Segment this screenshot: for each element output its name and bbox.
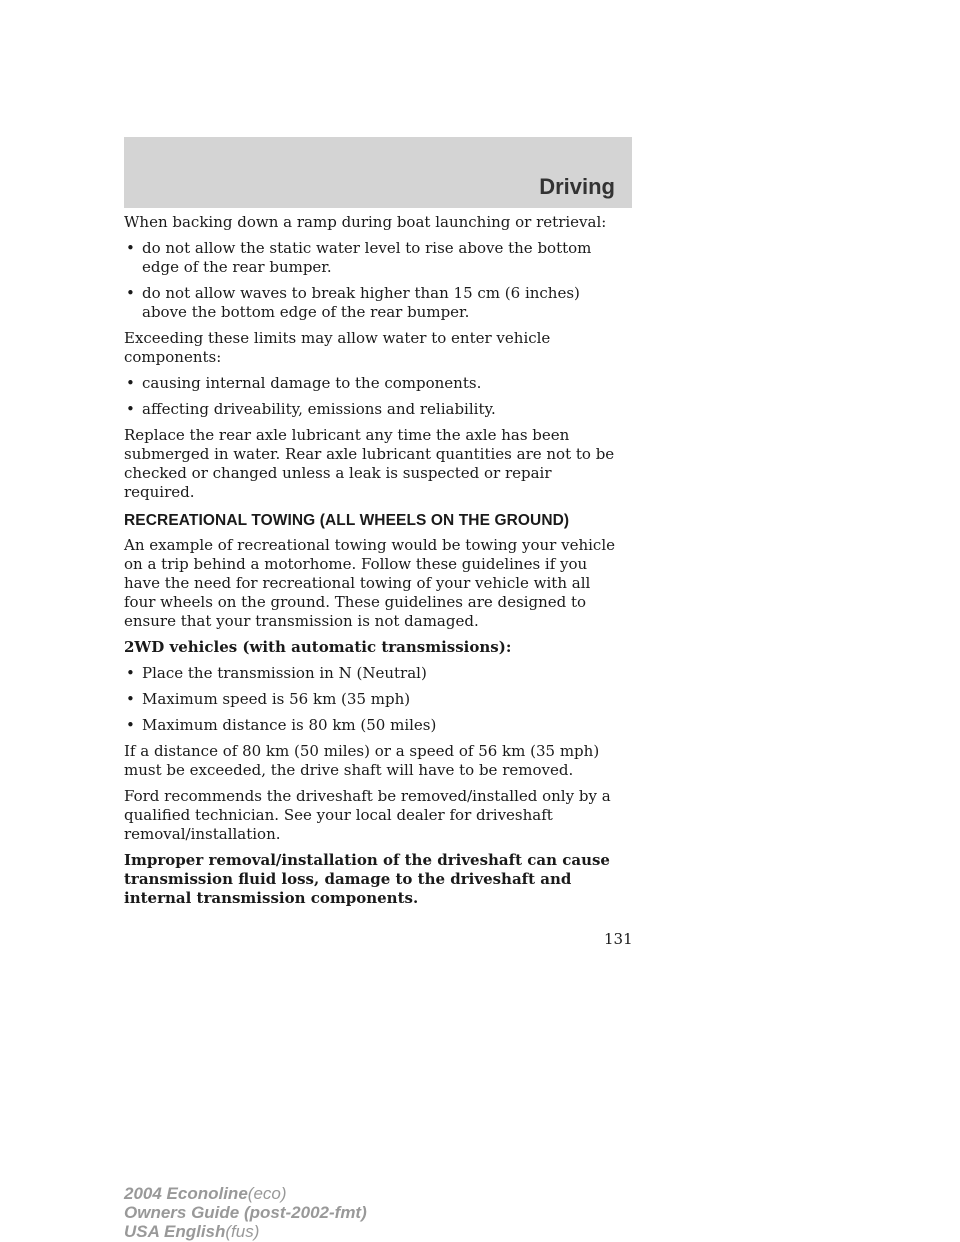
axle-paragraph: Replace the rear axle lubricant any time the axle has been submerged in water. Rear axle lubricant quantities are not to be checked or changed unless a leak is suspected or repair required. — [124, 426, 615, 501]
footer-line-guide: Owners Guide (post-2002-fmt) — [124, 1203, 367, 1222]
document-footer — [124, 1184, 367, 1241]
list-item: • Maximum speed is 56 km (35 mph) — [124, 690, 624, 709]
limits-paragraph: Exceeding these limits may allow water to enter vehicle components: — [124, 329, 551, 366]
list-item: • causing internal damage to the components. — [124, 374, 624, 393]
recreational-towing-heading: RECREATIONAL TOWING (ALL WHEELS ON THE GROUND) — [124, 512, 570, 529]
list-item: • Maximum distance is 80 km (50 miles) — [124, 716, 624, 735]
footer-language-code: (fus) — [225, 1222, 260, 1241]
footer-model-code: (eco) — [247, 1184, 287, 1203]
twowd-heading: 2WD vehicles (with automatic transmissions): — [124, 638, 512, 656]
list-item: • Place the transmission in N (Neutral) — [124, 664, 624, 683]
intro-paragraph: When backing down a ramp during boat launching or retrieval: — [124, 213, 607, 231]
page-number: 131 — [604, 930, 633, 948]
footer-model-name: 2004 Econoline — [124, 1184, 248, 1203]
list-item: • affecting driveability, emissions and reliability. — [124, 400, 624, 419]
towing-guidelines-list — [124, 664, 624, 735]
towing-paragraph: An example of recreational towing would be towing your vehicle on a trip behind a motorhome. Follow these guidelines if you have the need for recreational towing of your vehicle with all four wheels on the ground. These guidelines are designed to ensure that your transmission is not damaged. — [124, 536, 616, 630]
list-item: • do not allow waves to break higher than 15 cm (6 inches) above the bottom edge of the rear bumper. — [124, 284, 624, 322]
warning-paragraph: Improper removal/installation of the driveshaft can cause transmission fluid loss, damage to the driveshaft and internal transmission components. — [124, 851, 610, 907]
page-content — [124, 213, 624, 915]
footer-line-language — [124, 1222, 367, 1241]
ford-recommendation-paragraph: Ford recommends the driveshaft be removed/installed only by a qualified technician. See your local dealer for driveshaft removal/installation. — [124, 787, 611, 843]
boat-launch-bullet-list — [124, 239, 624, 322]
footer-line-model — [124, 1184, 367, 1203]
section-header-band — [124, 137, 632, 208]
footer-language-name: USA English — [124, 1222, 226, 1241]
consequences-bullet-list — [124, 374, 624, 419]
list-item: • do not allow the static water level to rise above the bottom edge of the rear bumper. — [124, 239, 624, 277]
exceed-paragraph: If a distance of 80 km (50 miles) or a speed of 56 km (35 mph) must be exceeded, the drive shaft will have to be removed. — [124, 742, 600, 779]
section-title: Driving — [539, 174, 615, 199]
